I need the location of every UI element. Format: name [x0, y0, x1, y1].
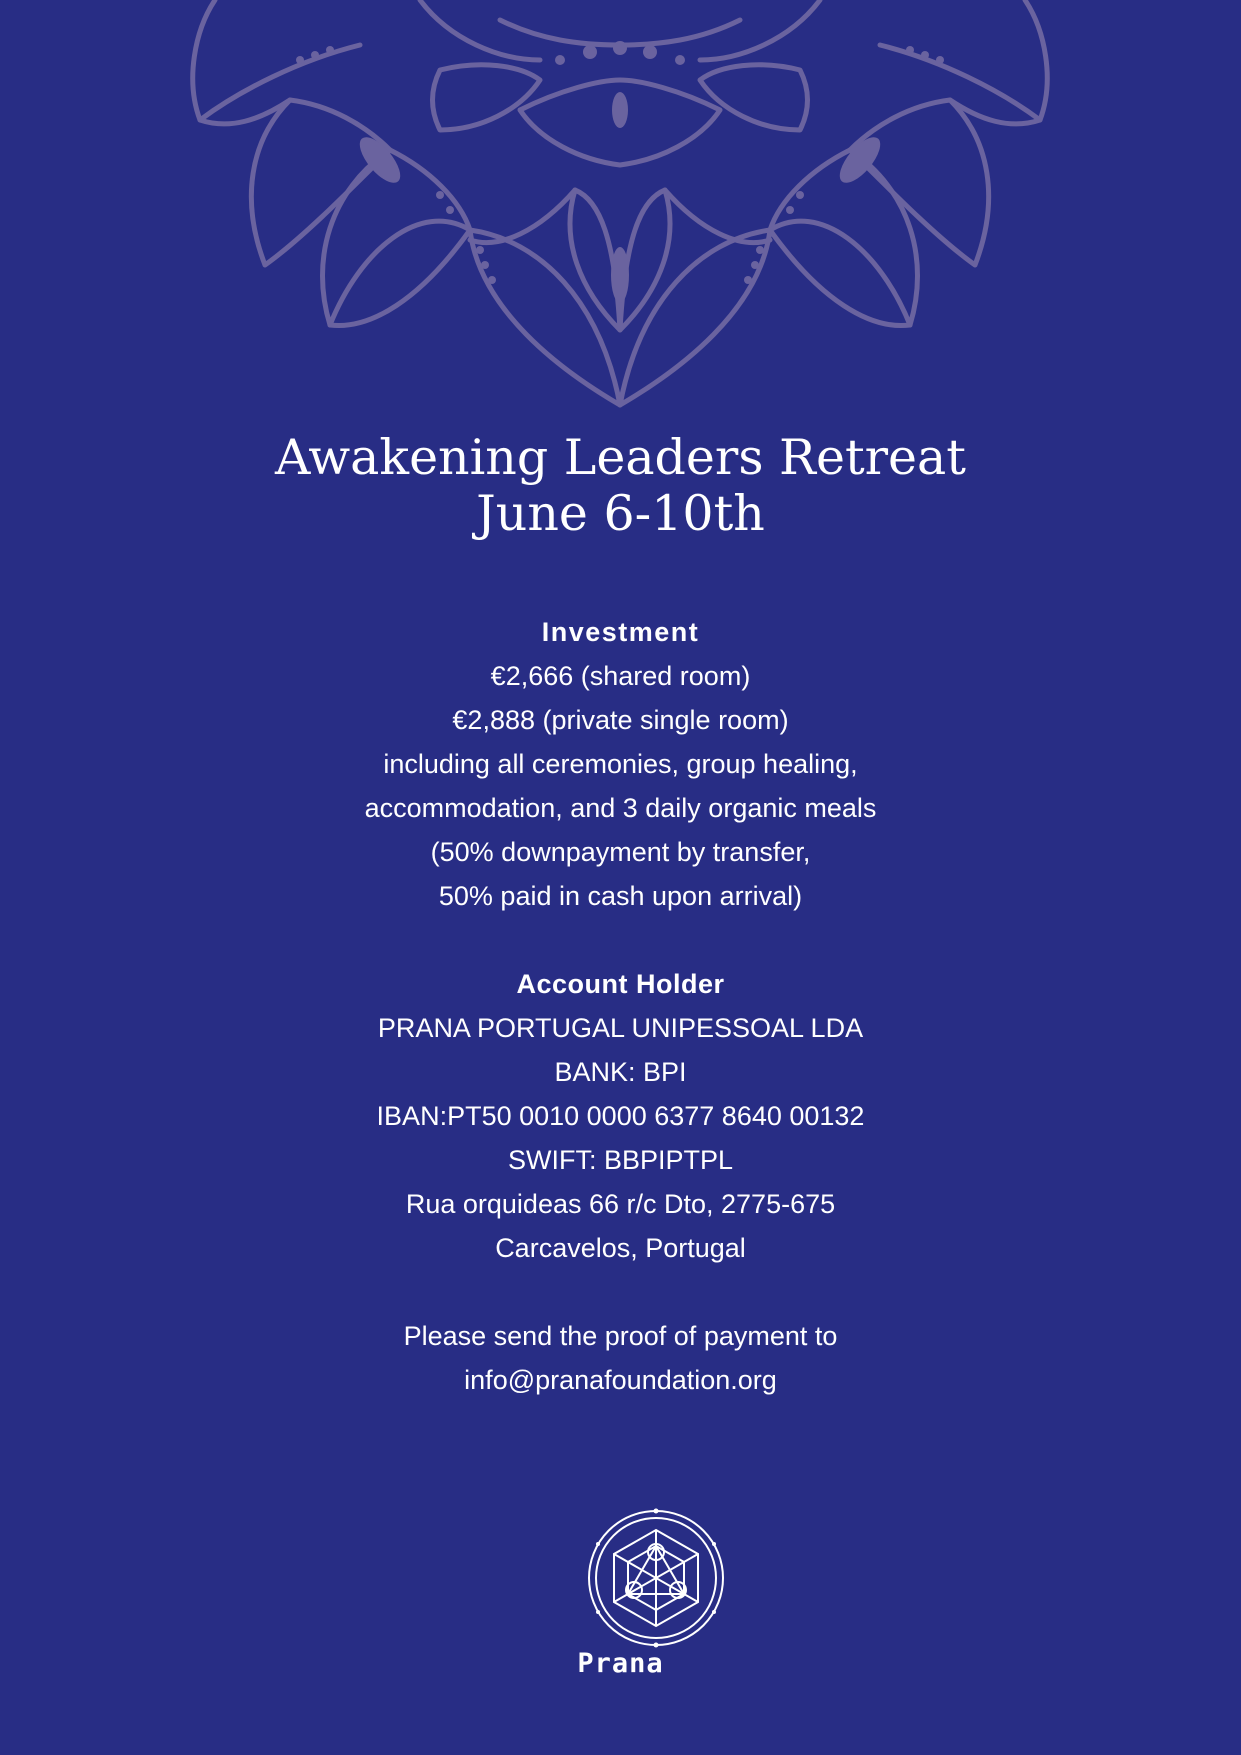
investment-line: (50% downpayment by transfer,	[430, 837, 811, 867]
investment-line: €2,888 (private single room)	[452, 705, 789, 735]
account-line: Carcavelos, Portugal	[495, 1233, 746, 1263]
investment-line: accommodation, and 3 daily organic meals	[364, 793, 877, 823]
section-spacer	[0, 918, 1241, 962]
investment-line: €2,666 (shared room)	[490, 661, 751, 691]
retreat-dates: June 6-10th	[476, 485, 765, 542]
retreat-title	[0, 430, 1241, 542]
retreat-name: Awakening Leaders Retreat	[275, 429, 966, 486]
account-line: Rua orquideas 66 r/c Dto, 2775-675	[405, 1189, 836, 1219]
account-line: BANK: BPI	[554, 1057, 687, 1087]
account-line: SWIFT: BBPIPTPL	[507, 1145, 734, 1175]
investment-line: including all ceremonies, group healing,	[383, 749, 858, 779]
account-line: IBAN:PT50 0010 0000 6377 8640 00132	[376, 1101, 865, 1131]
brand-name: Prana	[577, 1648, 664, 1679]
section-spacer	[0, 1270, 1241, 1314]
payment-instruction: Please send the proof of payment to	[403, 1321, 838, 1351]
investment-line: 50% paid in cash upon arrival)	[438, 881, 803, 911]
account-line: PRANA PORTUGAL UNIPESSOAL LDA	[377, 1013, 864, 1043]
investment-heading: Investment	[541, 617, 700, 647]
contact-email: info@pranafoundation.org	[464, 1365, 777, 1395]
account-holder-heading: Account Holder	[516, 969, 725, 999]
mandala-decoration-icon	[0, 0, 1241, 420]
details-section	[0, 610, 1241, 1402]
sacred-geometry-logo-icon	[586, 1508, 726, 1648]
